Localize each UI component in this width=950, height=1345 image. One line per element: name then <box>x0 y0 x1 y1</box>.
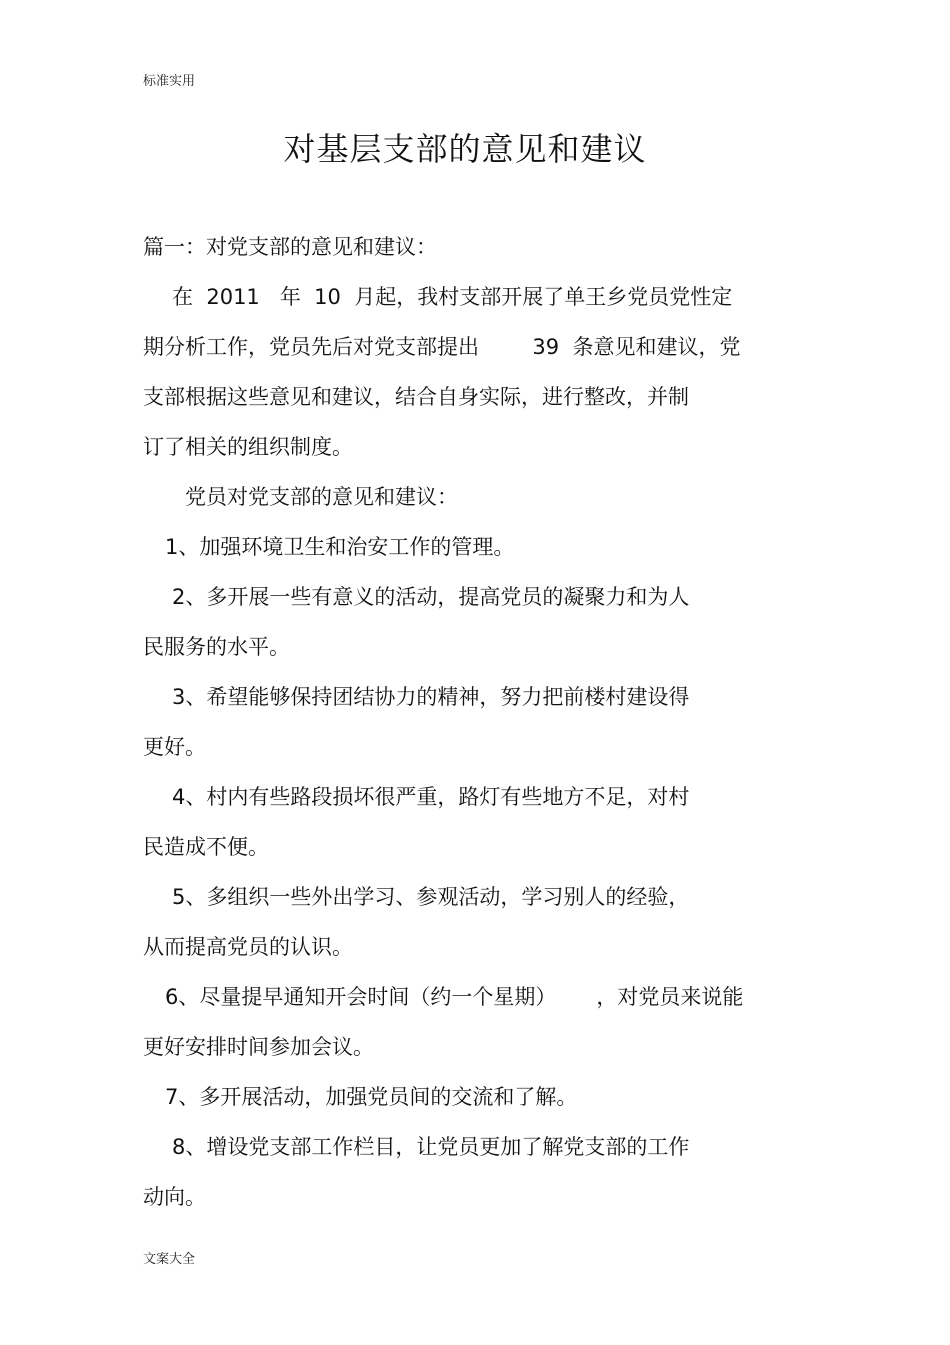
list-item-continuation: 动向。 <box>143 1185 206 1209</box>
list-item-continuation: 民服务的水平。 <box>143 635 290 659</box>
list-item: 8、增设党支部工作栏目，让党员更加了解党支部的工作 <box>172 1135 690 1159</box>
subheading: 党员对党支部的意见和建议： <box>185 485 458 509</box>
list-item: 6、尽量提早通知开会时间（约一个星期） ，对党员来说能 <box>165 985 744 1009</box>
list-item: 4、村内有些路段损坏很严重，路灯有些地方不足，对村 <box>172 785 690 809</box>
list-item: 1、加强环境卫生和治安工作的管理。 <box>165 535 515 559</box>
paragraph-line: 在 2011 年 10 月起，我村支部开展了单王乡党员党性定 <box>172 285 733 309</box>
list-item-continuation: 更好安排时间参加会议。 <box>143 1035 374 1059</box>
paragraph-line: 支部根据这些意见和建议，结合自身实际，进行整改，并制 <box>143 385 689 409</box>
list-item-continuation: 民造成不便。 <box>143 835 269 859</box>
list-item-continuation: 更好。 <box>143 735 206 759</box>
list-item: 5、多组织一些外出学习、参观活动，学习别人的经验， <box>172 885 690 909</box>
list-item: 3、希望能够保持团结协力的精神，努力把前楼村建设得 <box>172 685 690 709</box>
paragraph-line: 期分析工作，党员先后对党支部提出 39 条意见和建议，党 <box>143 335 741 359</box>
section-heading: 篇一：对党支部的意见和建议： <box>143 235 437 259</box>
page-header-note: 标准实用 <box>143 74 196 89</box>
list-item: 7、多开展活动，加强党员间的交流和了解。 <box>165 1085 578 1109</box>
list-item-continuation: 从而提高党员的认识。 <box>143 935 353 959</box>
paragraph-line: 订了相关的组织制度。 <box>143 435 353 459</box>
document-title: 对基层支部的意见和建议 <box>283 130 647 168</box>
list-item: 2、多开展一些有意义的活动，提高党员的凝聚力和为人 <box>172 585 690 609</box>
page-footer-note: 文案大全 <box>143 1252 196 1267</box>
